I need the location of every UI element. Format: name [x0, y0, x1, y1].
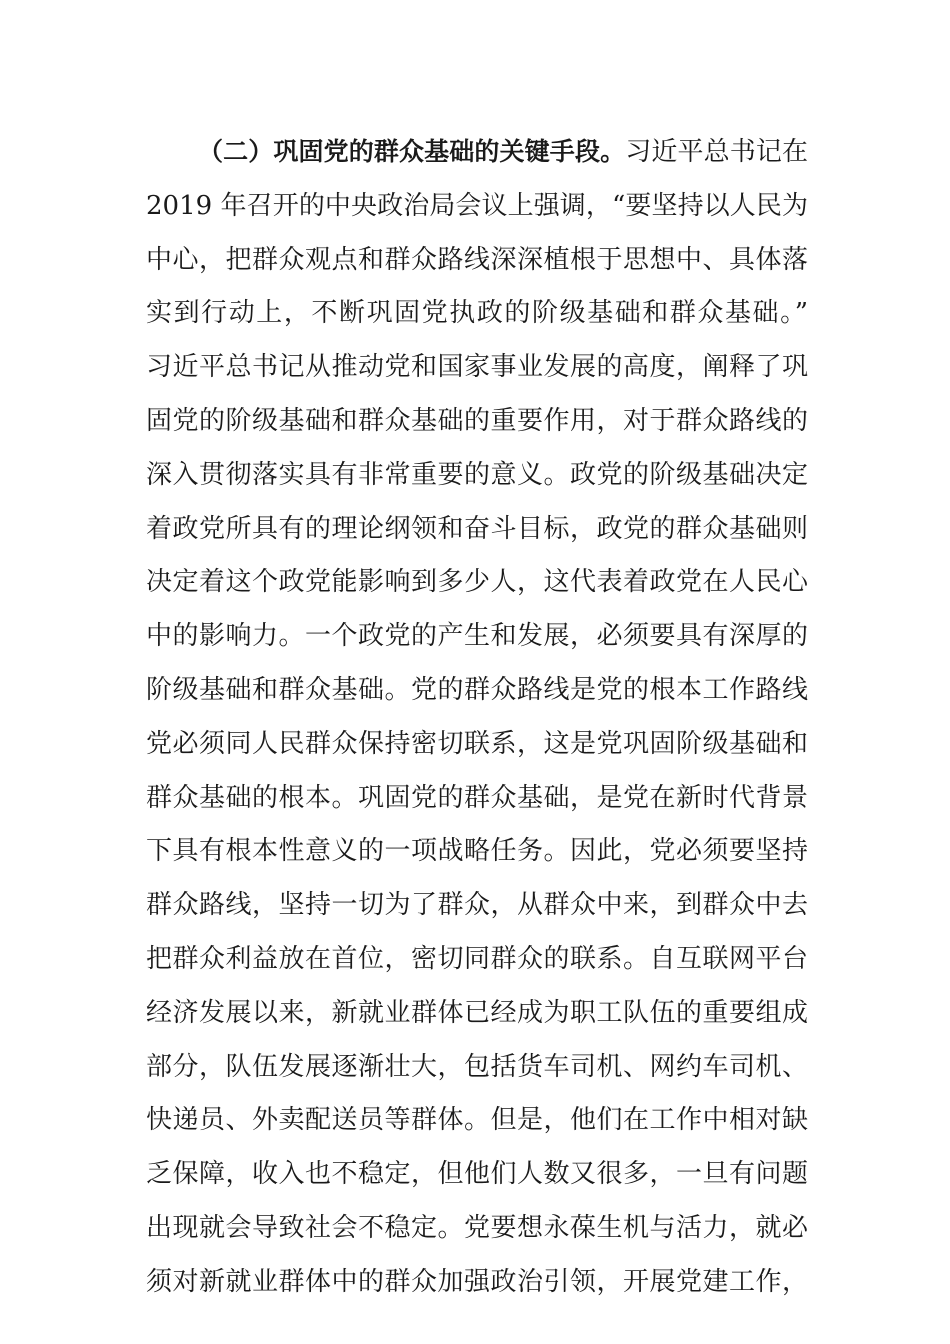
text-line: 习近平总书记从推动党和国家事业发展的高度，阐释了巩: [146, 352, 808, 383]
text-line: 阶级基础和群众基础。党的群众路线是党的根本工作路线: [146, 674, 808, 705]
text-line: 2019 年召开的中央政治局会议上强调，“要坚持以人民为: [146, 190, 808, 221]
text-line: 下具有根本性意义的一项战略任务。因此，党必须要坚持: [146, 836, 808, 867]
text-line: 须对新就业群体中的群众加强政治引领，开展党建工作，: [146, 1266, 808, 1297]
text-line: 实到行动上，不断巩固党执政的阶级基础和群众基础。”: [146, 298, 808, 329]
text-line: 部分，队伍发展逐渐壮大，包括货车司机、网约车司机、: [146, 1051, 808, 1082]
text-line: 着政党所具有的理论纲领和奋斗目标，政党的群众基础则: [146, 513, 808, 544]
text-line: 固党的阶级基础和群众基础的重要作用，对于群众路线的: [146, 405, 808, 436]
text-line: 快递员、外卖配送员等群体。但是，他们在工作中相对缺: [146, 1105, 808, 1136]
text-line: 决定着这个政党能影响到多少人，这代表着政党在人民心: [146, 567, 808, 598]
text-line: 群众基础的根本。巩固党的群众基础，是党在新时代背景: [146, 782, 808, 813]
text-line: 把群众利益放在首位，密切同群众的联系。自互联网平台: [146, 943, 808, 974]
text-line: 中心，把群众观点和群众路线深深植根于思想中、具体落: [146, 244, 808, 275]
text-line: 中的影响力。一个政党的产生和发展，必须要具有深厚的: [146, 621, 808, 652]
text-line: 党必须同人民群众保持密切联系，这是党巩固阶级基础和: [146, 728, 808, 759]
text-line: 经济发展以来，新就业群体已经成为职工队伍的重要组成: [146, 997, 808, 1028]
body-text: [146, 130, 808, 1314]
text-line: 乏保障，收入也不稳定，但他们人数又很多，一旦有问题: [146, 1159, 808, 1190]
first-line-text: 习近平总书记在: [625, 137, 808, 167]
text-line: 深入贯彻落实具有非常重要的意义。政党的阶级基础决定: [146, 459, 808, 490]
text-line: 群众路线，坚持一切为了群众，从群众中来，到群众中去: [146, 890, 808, 921]
section-heading: （二）巩固党的群众基础的关键手段。: [198, 137, 626, 166]
text-line: 出现就会导致社会不稳定。党要想永葆生机与活力，就必: [146, 1212, 808, 1243]
paragraph-first-line: [146, 130, 808, 184]
